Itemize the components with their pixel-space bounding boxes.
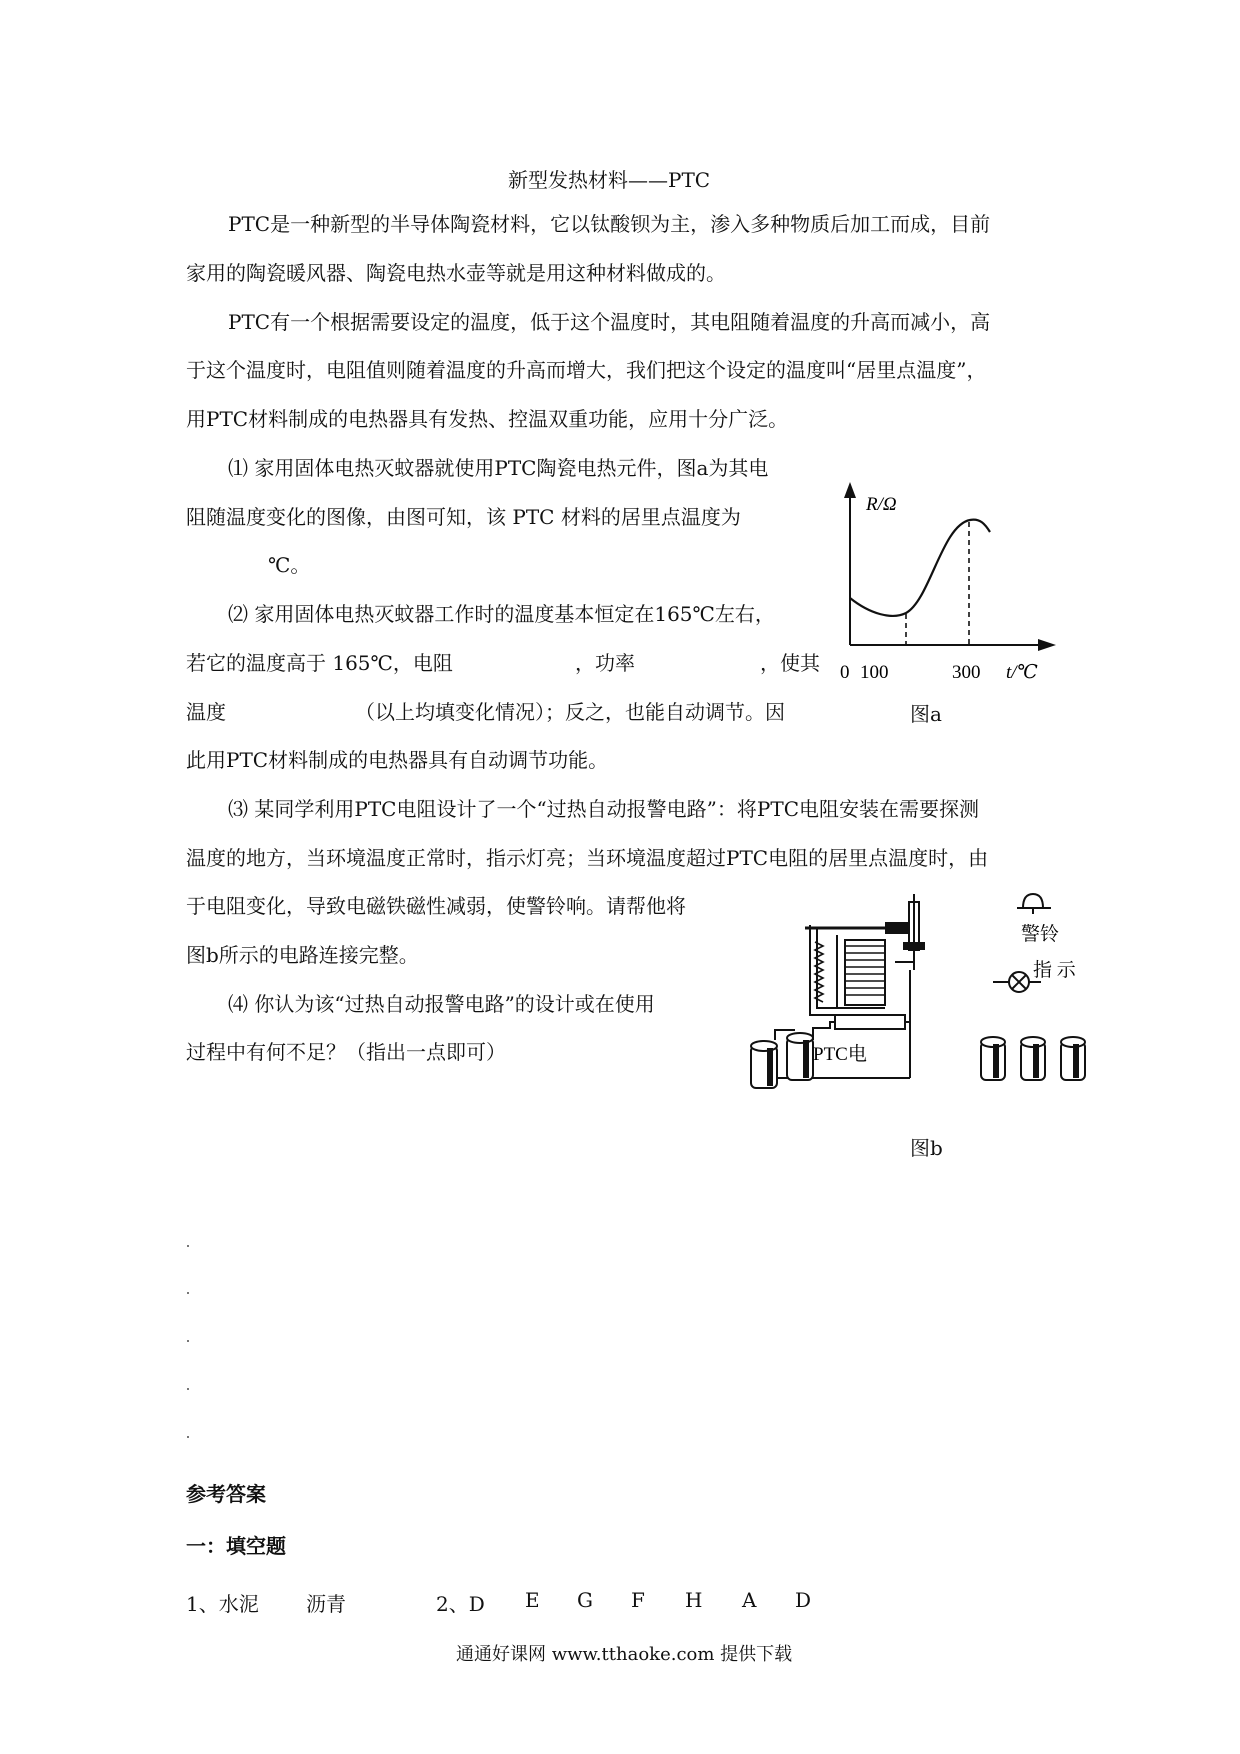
answer-item: H	[685, 1588, 703, 1612]
stray-dot	[187, 1388, 189, 1390]
ptc-label: PTC电	[813, 1044, 867, 1065]
figure-b-circuit	[735, 880, 1135, 1090]
answer-item: F	[631, 1588, 645, 1612]
x-axis-label: t/℃	[1006, 662, 1038, 683]
question-2-text: ，功率	[575, 651, 635, 675]
control-battery-icon	[787, 1033, 813, 1080]
figure-b-caption: 图b	[910, 1136, 943, 1160]
stray-dot	[187, 1436, 189, 1438]
stray-dot	[187, 1340, 189, 1342]
control-battery-icon	[751, 1041, 777, 1088]
battery-icon	[1021, 1037, 1045, 1080]
answer-item: 沥青	[306, 1592, 346, 1616]
paragraph-line: PTC是一种新型的半导体陶瓷材料，它以钛酸钡为主，渗入多种物质后加工而成，目前	[228, 212, 991, 236]
question-4-line: ⑷ 你认为该“过热自动报警电路”的设计或在使用	[228, 992, 655, 1016]
paragraph-line: 于这个温度时，电阻值则随着温度的升高而增大，我们把这个设定的温度叫“居里点温度”，	[186, 358, 987, 382]
question-1-line: 阻随温度变化的图像，由图可知，该 PTC 材料的居里点温度为	[186, 505, 741, 529]
footer-text: 通通好课网 www.tthaoke.com 提供下载	[456, 1644, 793, 1665]
lamp-label: 指 示	[1033, 960, 1076, 981]
figure-a-graph	[830, 480, 1060, 690]
question-3-line: 图b所示的电路连接完整。	[186, 943, 419, 967]
paragraph-line: 用PTC材料制成的电热器具有发热、控温双重功能，应用十分广泛。	[186, 407, 789, 431]
question-2-text: 温度	[186, 700, 226, 724]
answer-item: D	[795, 1588, 812, 1612]
question-2-line: ⑵ 家用固体电热灭蚊器工作时的温度基本恒定在165℃左右，	[228, 602, 775, 626]
answer-item: 1、水泥	[186, 1592, 259, 1616]
bell-label: 警铃	[1021, 924, 1060, 945]
paragraph-line: PTC有一个根据需要设定的温度，低于这个温度时，其电阻随着温度的升高而减小，高	[228, 310, 991, 334]
question-3-line: 温度的地方，当环境温度正常时，指示灯亮；当环境温度超过PTC电阻的居里点温度时，由	[186, 846, 989, 870]
paragraph-line: 家用的陶瓷暖风器、陶瓷电热水壶等就是用这种材料做成的。	[186, 261, 726, 285]
bell-icon	[1017, 894, 1051, 914]
stray-dot	[187, 1292, 189, 1294]
question-1-line: ⑴ 家用固体电热灭蚊器就使用PTC陶瓷电热元件，图a为其电	[228, 456, 769, 480]
answers-heading: 参考答案	[186, 1482, 266, 1506]
stray-dot	[187, 1245, 189, 1247]
figure-a-caption: 图a	[910, 702, 942, 726]
question-3-line: 于电阻变化，导致电磁铁磁性减弱，使警铃响。请帮他将	[186, 894, 686, 918]
page-title: 新型发热材料——PTC	[508, 168, 711, 192]
answer-item: G	[577, 1588, 593, 1612]
answer-item: A	[742, 1588, 757, 1612]
answer-item: E	[525, 1588, 540, 1612]
tick-label: 0	[840, 662, 850, 683]
answers-section: 一：填空题	[186, 1534, 286, 1558]
question-2-text: （以上均填变化情况）；反之，也能自动调节。因	[355, 700, 785, 724]
battery-icon	[981, 1037, 1005, 1080]
battery-icon	[1061, 1037, 1085, 1080]
tick-label: 100	[860, 662, 889, 683]
answer-item: 2、D	[436, 1592, 485, 1616]
question-2-text: ，使其	[760, 651, 820, 675]
question-1-line: ℃。	[268, 553, 311, 577]
y-axis-label: R/Ω	[866, 494, 897, 515]
question-2-line: 此用PTC材料制成的电热器具有自动调节功能。	[186, 748, 609, 772]
question-4-line: 过程中有何不足？（指出一点即可）	[186, 1040, 506, 1064]
tick-label: 300	[952, 662, 981, 683]
question-3-line: ⑶ 某同学利用PTC电阻设计了一个“过热自动报警电路”：将PTC电阻安装在需要探测	[228, 797, 980, 821]
question-2-text: 若它的温度高于 165℃，电阻	[186, 651, 453, 675]
